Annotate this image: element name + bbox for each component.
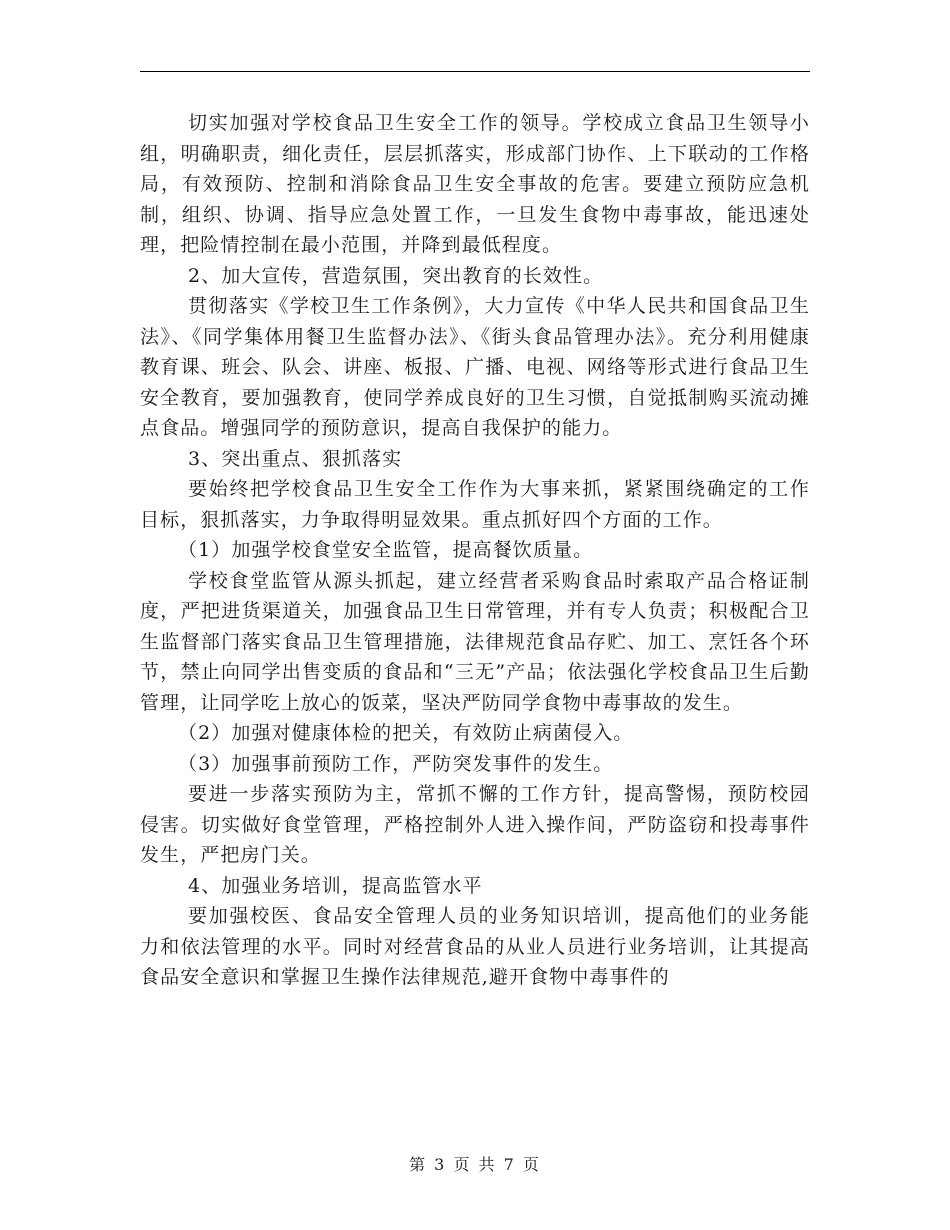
paragraph: 学校食堂监管从源头抓起，建立经营者采购食品时索取产品合格证制度，严把进货渠道关，加强食品卫生日常管理，并有专人负责；积极配合卫生监督部门落实食品卫生管理措施，法律规范食品存贮、加工、烹饪各个环节，禁止向同学出售变质的食品和“三无”产品；依法强化学校食品卫生后勤管理，让同学吃上放心的饭菜，坚决严防同学食物中毒事故的发生。 bbox=[140, 569, 810, 714]
subsection-heading: （1）加强学校食堂安全监管，提高餐饮质量。 bbox=[178, 539, 594, 561]
paragraph: 要进一步落实预防为主，常抓不懈的工作方针，提高警惕，预防校园侵害。切实做好食堂管理，严格控制外人进入操作间，严防盗窃和投毒事件发生，严把房门关。 bbox=[140, 783, 810, 866]
paragraph: 贯彻落实《学校卫生工作条例》，大力宣传《中华人民共和国食品卫生法》、《同学集体用餐卫生监督办法》、《街头食品管理办法》。充分利用健康教育课、班会、队会、讲座、板报、广播、电视、网络等形式进行食品卫生安全教育，要加强教育，使同学养成良好的卫生习惯，自觉抵制购买流动摊点食品。增强同学的预防意识，提高自我保护的能力。 bbox=[140, 295, 810, 439]
paragraph: 要加强校医、食品安全管理人员的业务知识培训，提高他们的业务能力和依法管理的水平。同时对经营食品的从业人员进行业务培训，让其提高食品安全意识和掌握卫生操作法律规范,避开食物中毒事件的 bbox=[140, 905, 810, 988]
page-number: 第 3 页 共 7 页 bbox=[409, 1155, 541, 1174]
paragraph: 要始终把学校食品卫生安全工作作为大事来抓，紧紧围绕确定的工作目标，狠抓落实，力争取得明显效果。重点抓好四个方面的工作。 bbox=[140, 478, 810, 531]
section-heading: 2、加大宣传，营造氛围，突出教育的长效性。 bbox=[188, 264, 604, 287]
section-heading: 3、突出重点、狠抓落实 bbox=[188, 447, 403, 470]
subsection-heading: （3）加强事前预防工作，严防突发事件的发生。 bbox=[178, 752, 614, 775]
header-rule bbox=[140, 71, 810, 72]
paragraph: 切实加强对学校食品卫生安全工作的领导。学校成立食品卫生领导小组，明确职责，细化责任，层层抓落实，形成部门协作、上下联动的工作格局，有效预防、控制和消除食品卫生安全事故的危害。要建立预防应急机制，组织、协调、指导应急处置工作，一旦发生食物中毒事故，能迅速处理，把险情控制在最小范围，并降到最低程度。 bbox=[140, 112, 810, 256]
document-body bbox=[140, 108, 810, 993]
section-heading: 4、加强业务培训，提高监管水平 bbox=[188, 874, 483, 897]
subsection-heading: （2）加强对健康体检的把关，有效防止病菌侵入。 bbox=[178, 722, 634, 744]
